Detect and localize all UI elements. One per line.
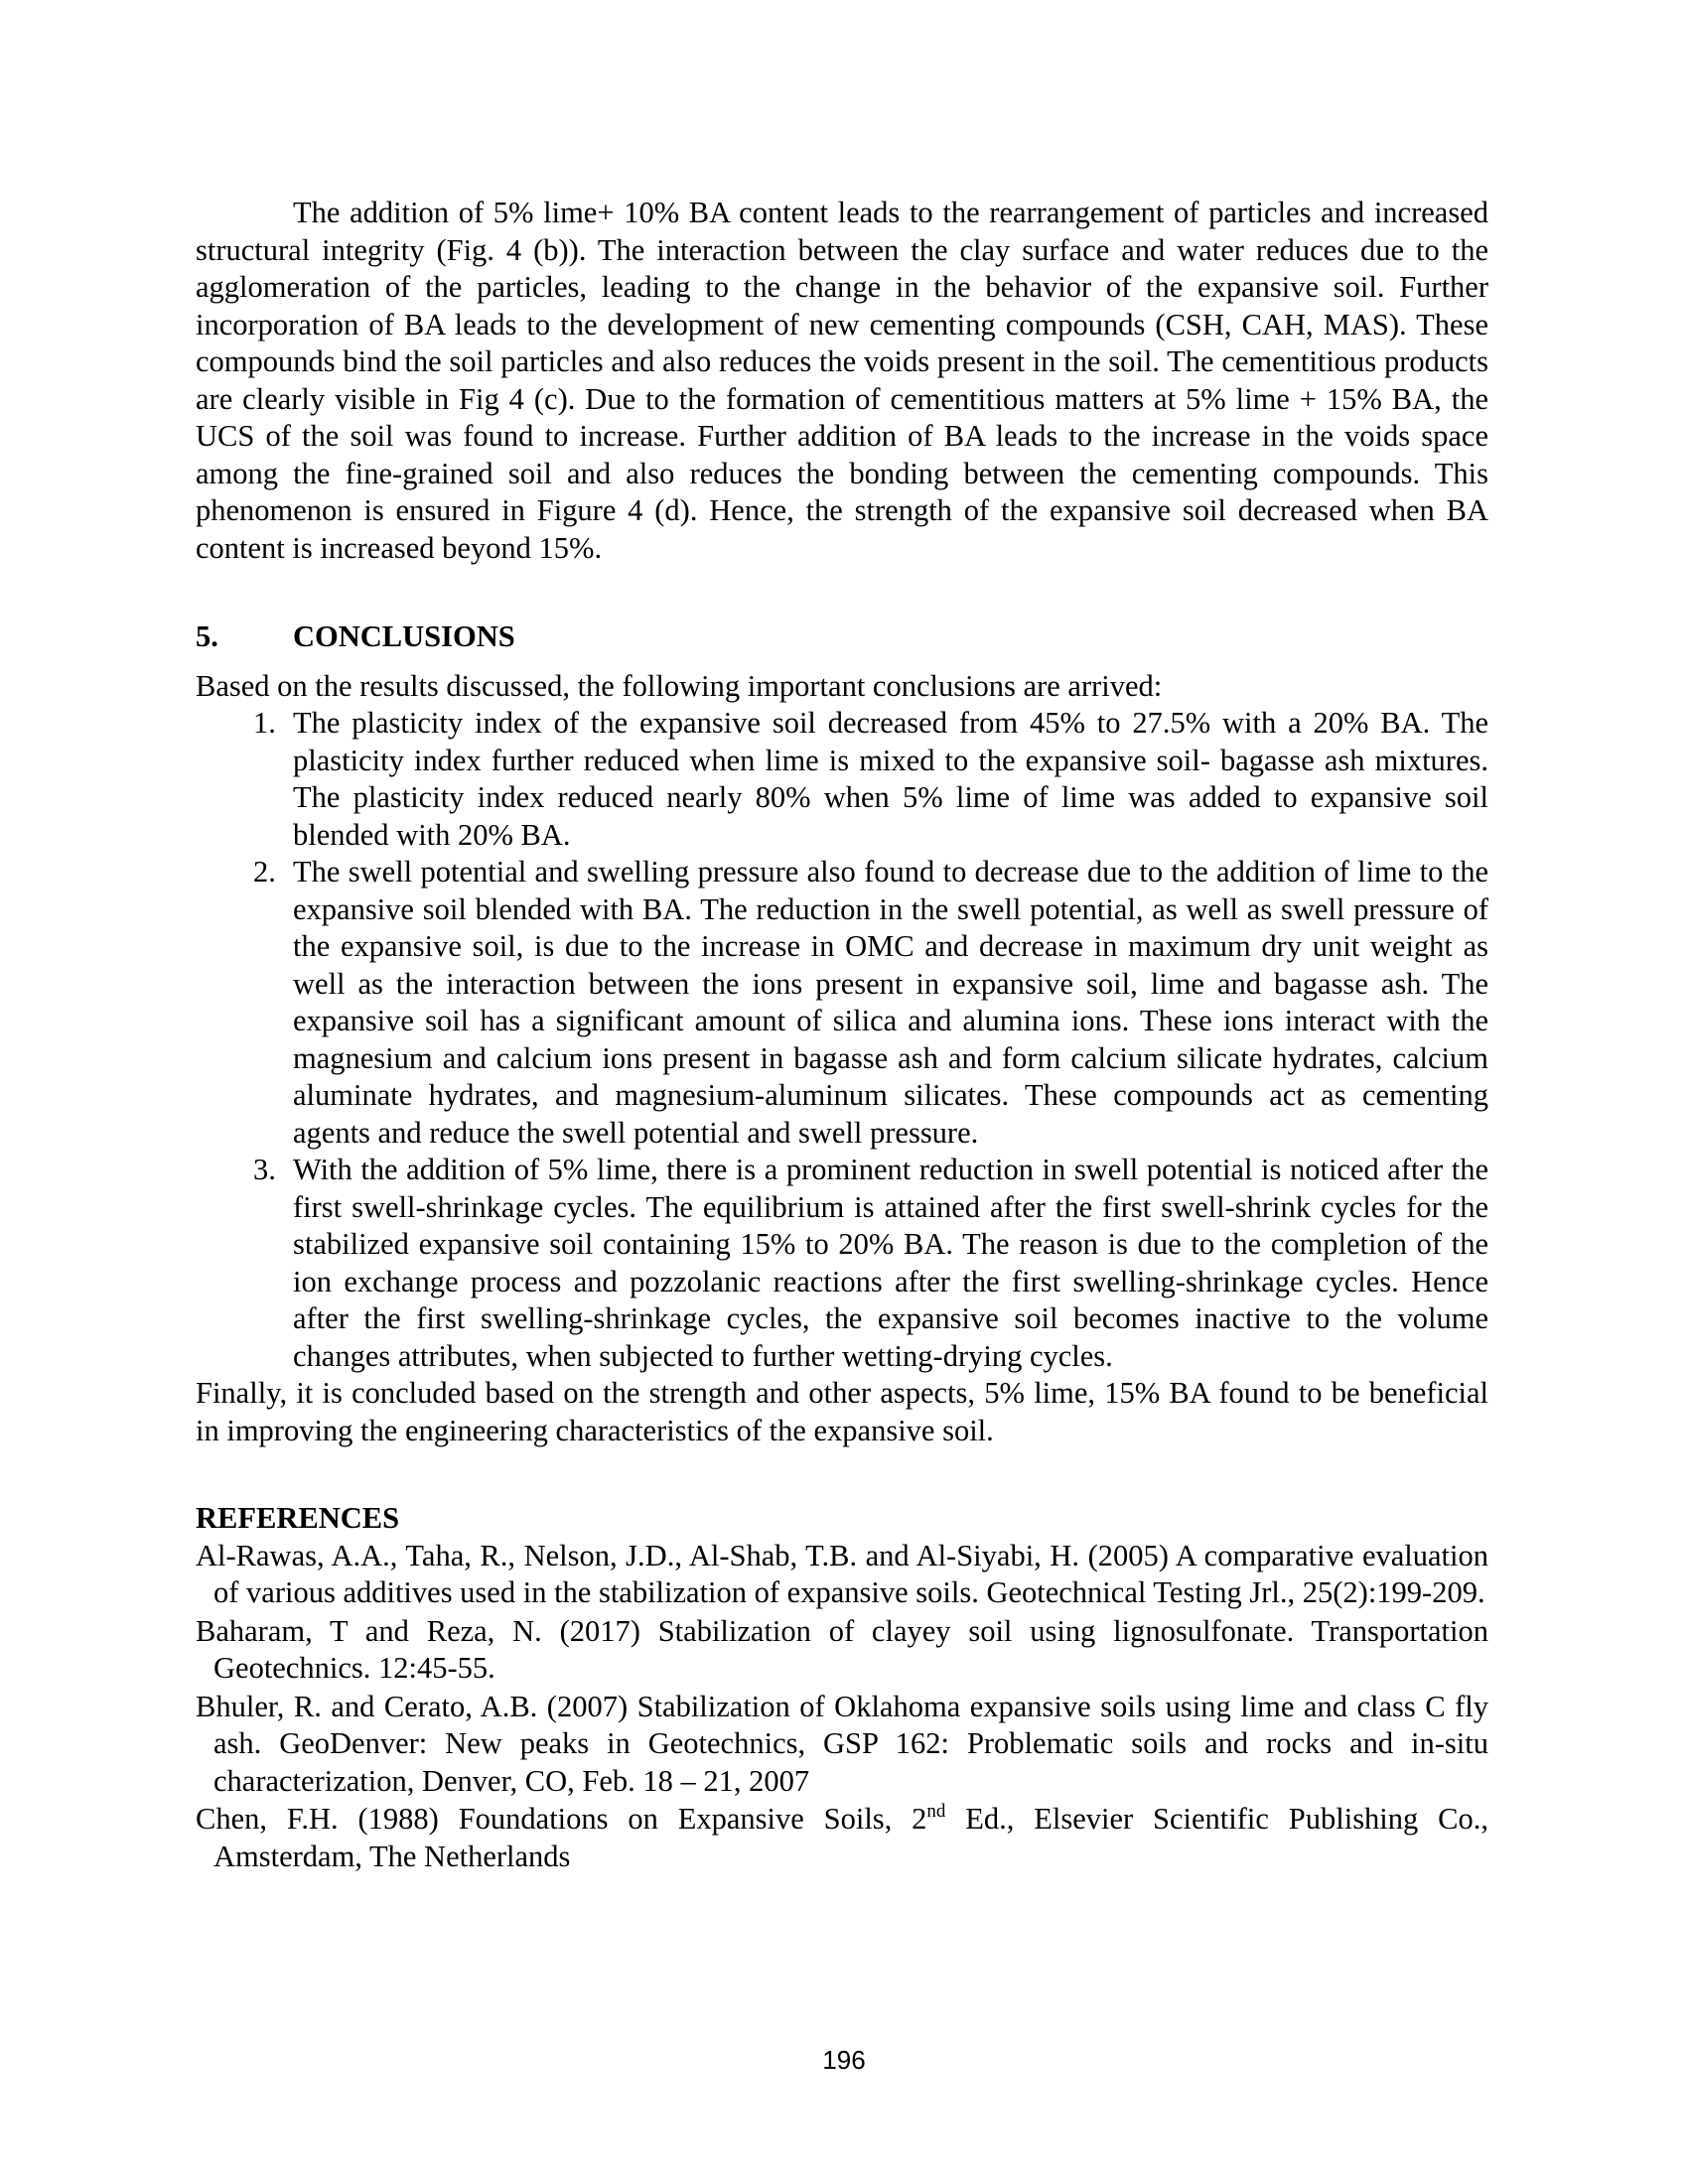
page-number: 196	[822, 2045, 866, 2075]
conclusions-list	[196, 705, 1488, 1375]
section-heading-conclusions	[196, 618, 1488, 656]
reference-entry	[196, 1801, 1488, 1875]
section-number: 5.	[196, 619, 218, 653]
section-title: CONCLUSIONS	[293, 619, 515, 653]
list-item-text: The swell potential and swelling pressure also found to decrease due to the addition of lime to the expansive soil blended with BA. The reduction in the swell potential, as well as swell pressure of the expansive soil, is due to the increase in OMC and decrease in maximum dry unit weight as well as the interaction between the ions present in expansive soil, lime and bagasse ash. The expansive soil has a significant amount of silica and alumina ions. These ions interact with the magnesium and calcium ions present in bagasse ash and form calcium silicate hydrates, calcium aluminate hydrates, and magnesium-aluminum silicates. These compounds act as cementing agents and reduce the swell potential and swell pressure.	[293, 855, 1488, 1150]
references-heading: REFERENCES	[196, 1501, 400, 1535]
reference-text: Ed., Elsevier Scientific Publishing Co., Amsterdam, The Netherlands	[213, 1802, 1488, 1873]
reference-entry: Al-Rawas, A.A., Taha, R., Nelson, J.D., Al-Shab, T.B. and Al-Siyabi, H. (2005) A comparative evaluation of various additives used in the stabilization of expansive soils. Geotechnical Testing Jrl., 25(2):199-209.	[196, 1538, 1488, 1609]
list-item	[196, 1152, 1488, 1375]
list-item	[196, 854, 1488, 1152]
reference-entry: Bhuler, R. and Cerato, A.B. (2007) Stabilization of Oklahoma expansive soils using lime and class C fly ash. GeoDenver: New peaks in Geotechnics, GSP 162: Problematic soils and rocks and in-situ characterization, Denver, CO, Feb. 18 – 21, 2007	[196, 1689, 1488, 1798]
reference-text: Chen, F.H. (1988) Foundations on Expansive Soils, 2	[196, 1802, 927, 1836]
conclusions-lead: Based on the results discussed, the following important conclusions are arrived:	[196, 668, 1163, 703]
page-body	[196, 195, 1488, 1876]
list-item-text: The plasticity index of the expansive soil decreased from 45% to 27.5% with a 20% BA. The plasticity index further reduced when lime is mixed to the expansive soil- bagasse ash mixtures. The plasticity index reduced nearly 80% when 5% lime of lime was added to expansive soil blended with 20% BA.	[293, 706, 1488, 852]
body-paragraph: The addition of 5% lime+ 10% BA content leads to the rearrangement of particles and increased structural integrity (Fig. 4 (b)). The interaction between the clay surface and water reduces due to the agglomeration of the particles, leading to the change in the behavior of the expansive soil. Further incorporation of BA leads to the development of new cementing compounds (CSH, CAH, MAS). These compounds bind the soil particles and also reduces the voids present in the soil. The cementitious products are clearly visible in Fig 4 (c). Due to the formation of cementitious matters at 5% lime + 15% BA, the UCS of the soil was found to increase. Further addition of BA leads to the increase in the voids space among the fine-grained soil and also reduces the bonding between the cementing compounds. This phenomenon is ensured in Figure 4 (d). Hence, the strength of the expansive soil decreased when BA content is increased beyond 15%.	[196, 196, 1488, 565]
list-item-number: 1.	[253, 706, 276, 740]
list-item-text: With the addition of 5% lime, there is a prominent reduction in swell potential is noticed after the first swell-shrinkage cycles. The equilibrium is attained after the first swell-shrink cycles for the stabilized expansive soil containing 15% to 20% BA. The reason is due to the completion of the ion exchange process and pozzolanic reactions after the first swelling-shrinkage cycles. Hence after the first swelling-shrinkage cycles, the expansive soil becomes inactive to the volume changes attributes, when subjected to further wetting-drying cycles.	[293, 1153, 1488, 1373]
list-item	[196, 705, 1488, 854]
list-item-number: 2.	[253, 855, 276, 888]
list-item-number: 3.	[253, 1153, 276, 1186]
reference-entry: Baharam, T and Reza, N. (2017) Stabilization of clayey soil using lignosulfonate. Transportation Geotechnics. 12:45-55.	[196, 1613, 1488, 1685]
ordinal-superscript: nd	[926, 1801, 946, 1822]
conclusions-closing: Finally, it is concluded based on the strength and other aspects, 5% lime, 15% BA found to be beneficial in improving the engineering characteristics of the expansive soil.	[196, 1376, 1488, 1447]
